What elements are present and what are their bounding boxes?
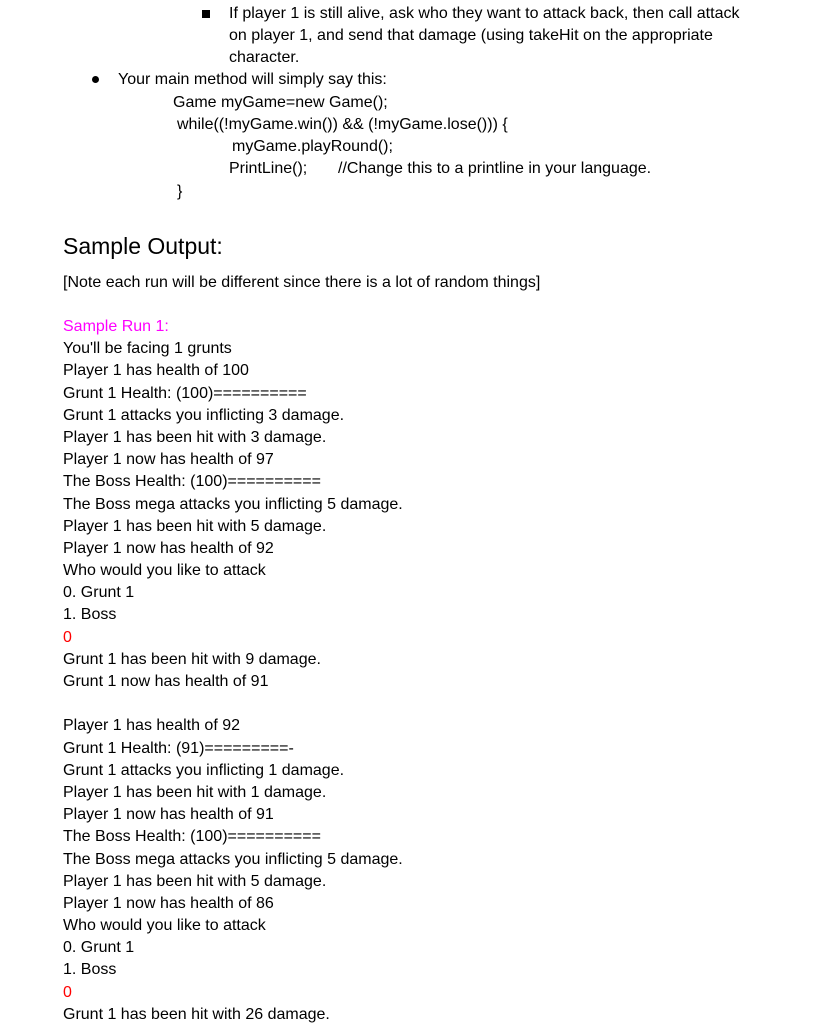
note-text: [Note each run will be different since there is a lot of random things] bbox=[63, 274, 541, 291]
code-line-4: PrintLine(); bbox=[229, 160, 308, 177]
code-comment: //Change this to a printline in your language. bbox=[338, 160, 652, 177]
run-line: Player 1 has been hit with 5 damage. bbox=[63, 517, 327, 535]
run-line: Who would you like to attack bbox=[63, 917, 266, 935]
sub-bullet-line-2: on player 1, and send that damage (using takeHit on the appropriate bbox=[229, 27, 713, 44]
sub-bullet-line-1: If player 1 is still alive, ask who they want to attack back, then call attack bbox=[229, 5, 740, 22]
user-input-value: 0 bbox=[63, 628, 72, 646]
code-line-3: myGame.playRound(); bbox=[232, 138, 393, 155]
round-bullet-icon bbox=[92, 76, 99, 83]
run-line: Grunt 1 has been hit with 9 damage. bbox=[63, 650, 321, 668]
code-line-2: while((!myGame.win()) && (!myGame.lose())) { bbox=[177, 116, 508, 133]
bullet-text: Your main method will simply say this: bbox=[118, 71, 387, 88]
run-line: Player 1 has health of 92 bbox=[63, 717, 241, 735]
code-line-5: } bbox=[177, 183, 183, 200]
code-line-1: Game myGame=new Game(); bbox=[173, 94, 388, 111]
run-line: Player 1 now has health of 91 bbox=[63, 806, 274, 824]
run-line: Player 1 has been hit with 5 damage. bbox=[63, 872, 327, 890]
blank-line bbox=[63, 693, 403, 715]
run-line: The Boss mega attacks you inflicting 5 damage. bbox=[63, 495, 403, 513]
run-line: Player 1 has been hit with 3 damage. bbox=[63, 428, 327, 446]
run-line: Grunt 1 attacks you inflicting 3 damage. bbox=[63, 406, 345, 424]
run-line: Player 1 has health of 100 bbox=[63, 362, 249, 380]
run-line: 0. Grunt 1 bbox=[63, 584, 135, 602]
user-input-value: 0 bbox=[63, 983, 72, 1001]
run-line: Player 1 has been hit with 1 damage. bbox=[63, 783, 327, 801]
run-line: Grunt 1 attacks you inflicting 1 damage. bbox=[63, 761, 345, 779]
run-line: You'll be facing 1 grunts bbox=[63, 340, 232, 358]
run-line: Grunt 1 Health: (100)========== bbox=[63, 384, 307, 402]
sample-output-heading: Sample Output: bbox=[63, 233, 223, 259]
run-line: Who would you like to attack bbox=[63, 562, 266, 580]
run-line: 1. Boss bbox=[63, 961, 117, 979]
run-line: The Boss Health: (100)========== bbox=[63, 828, 321, 846]
run-line: The Boss mega attacks you inflicting 5 damage. bbox=[63, 850, 403, 868]
run-line: Player 1 now has health of 86 bbox=[63, 894, 274, 912]
run-line: Player 1 now has health of 97 bbox=[63, 451, 274, 469]
run-line: The Boss Health: (100)========== bbox=[63, 473, 321, 491]
run-line: 0. Grunt 1 bbox=[63, 939, 135, 957]
sample-run-label: Sample Run 1: bbox=[63, 318, 169, 335]
run-line: Player 1 now has health of 92 bbox=[63, 539, 274, 557]
run-line: Grunt 1 has been hit with 26 damage. bbox=[63, 1005, 330, 1023]
run-line: Grunt 1 now has health of 91 bbox=[63, 673, 269, 690]
square-bullet-icon bbox=[202, 10, 210, 18]
sub-bullet-line-3: character. bbox=[229, 49, 300, 66]
run-line: Grunt 1 Health: (91)=========- bbox=[63, 739, 294, 757]
run-line: 1. Boss bbox=[63, 606, 117, 624]
sample-run-block bbox=[63, 316, 403, 1026]
